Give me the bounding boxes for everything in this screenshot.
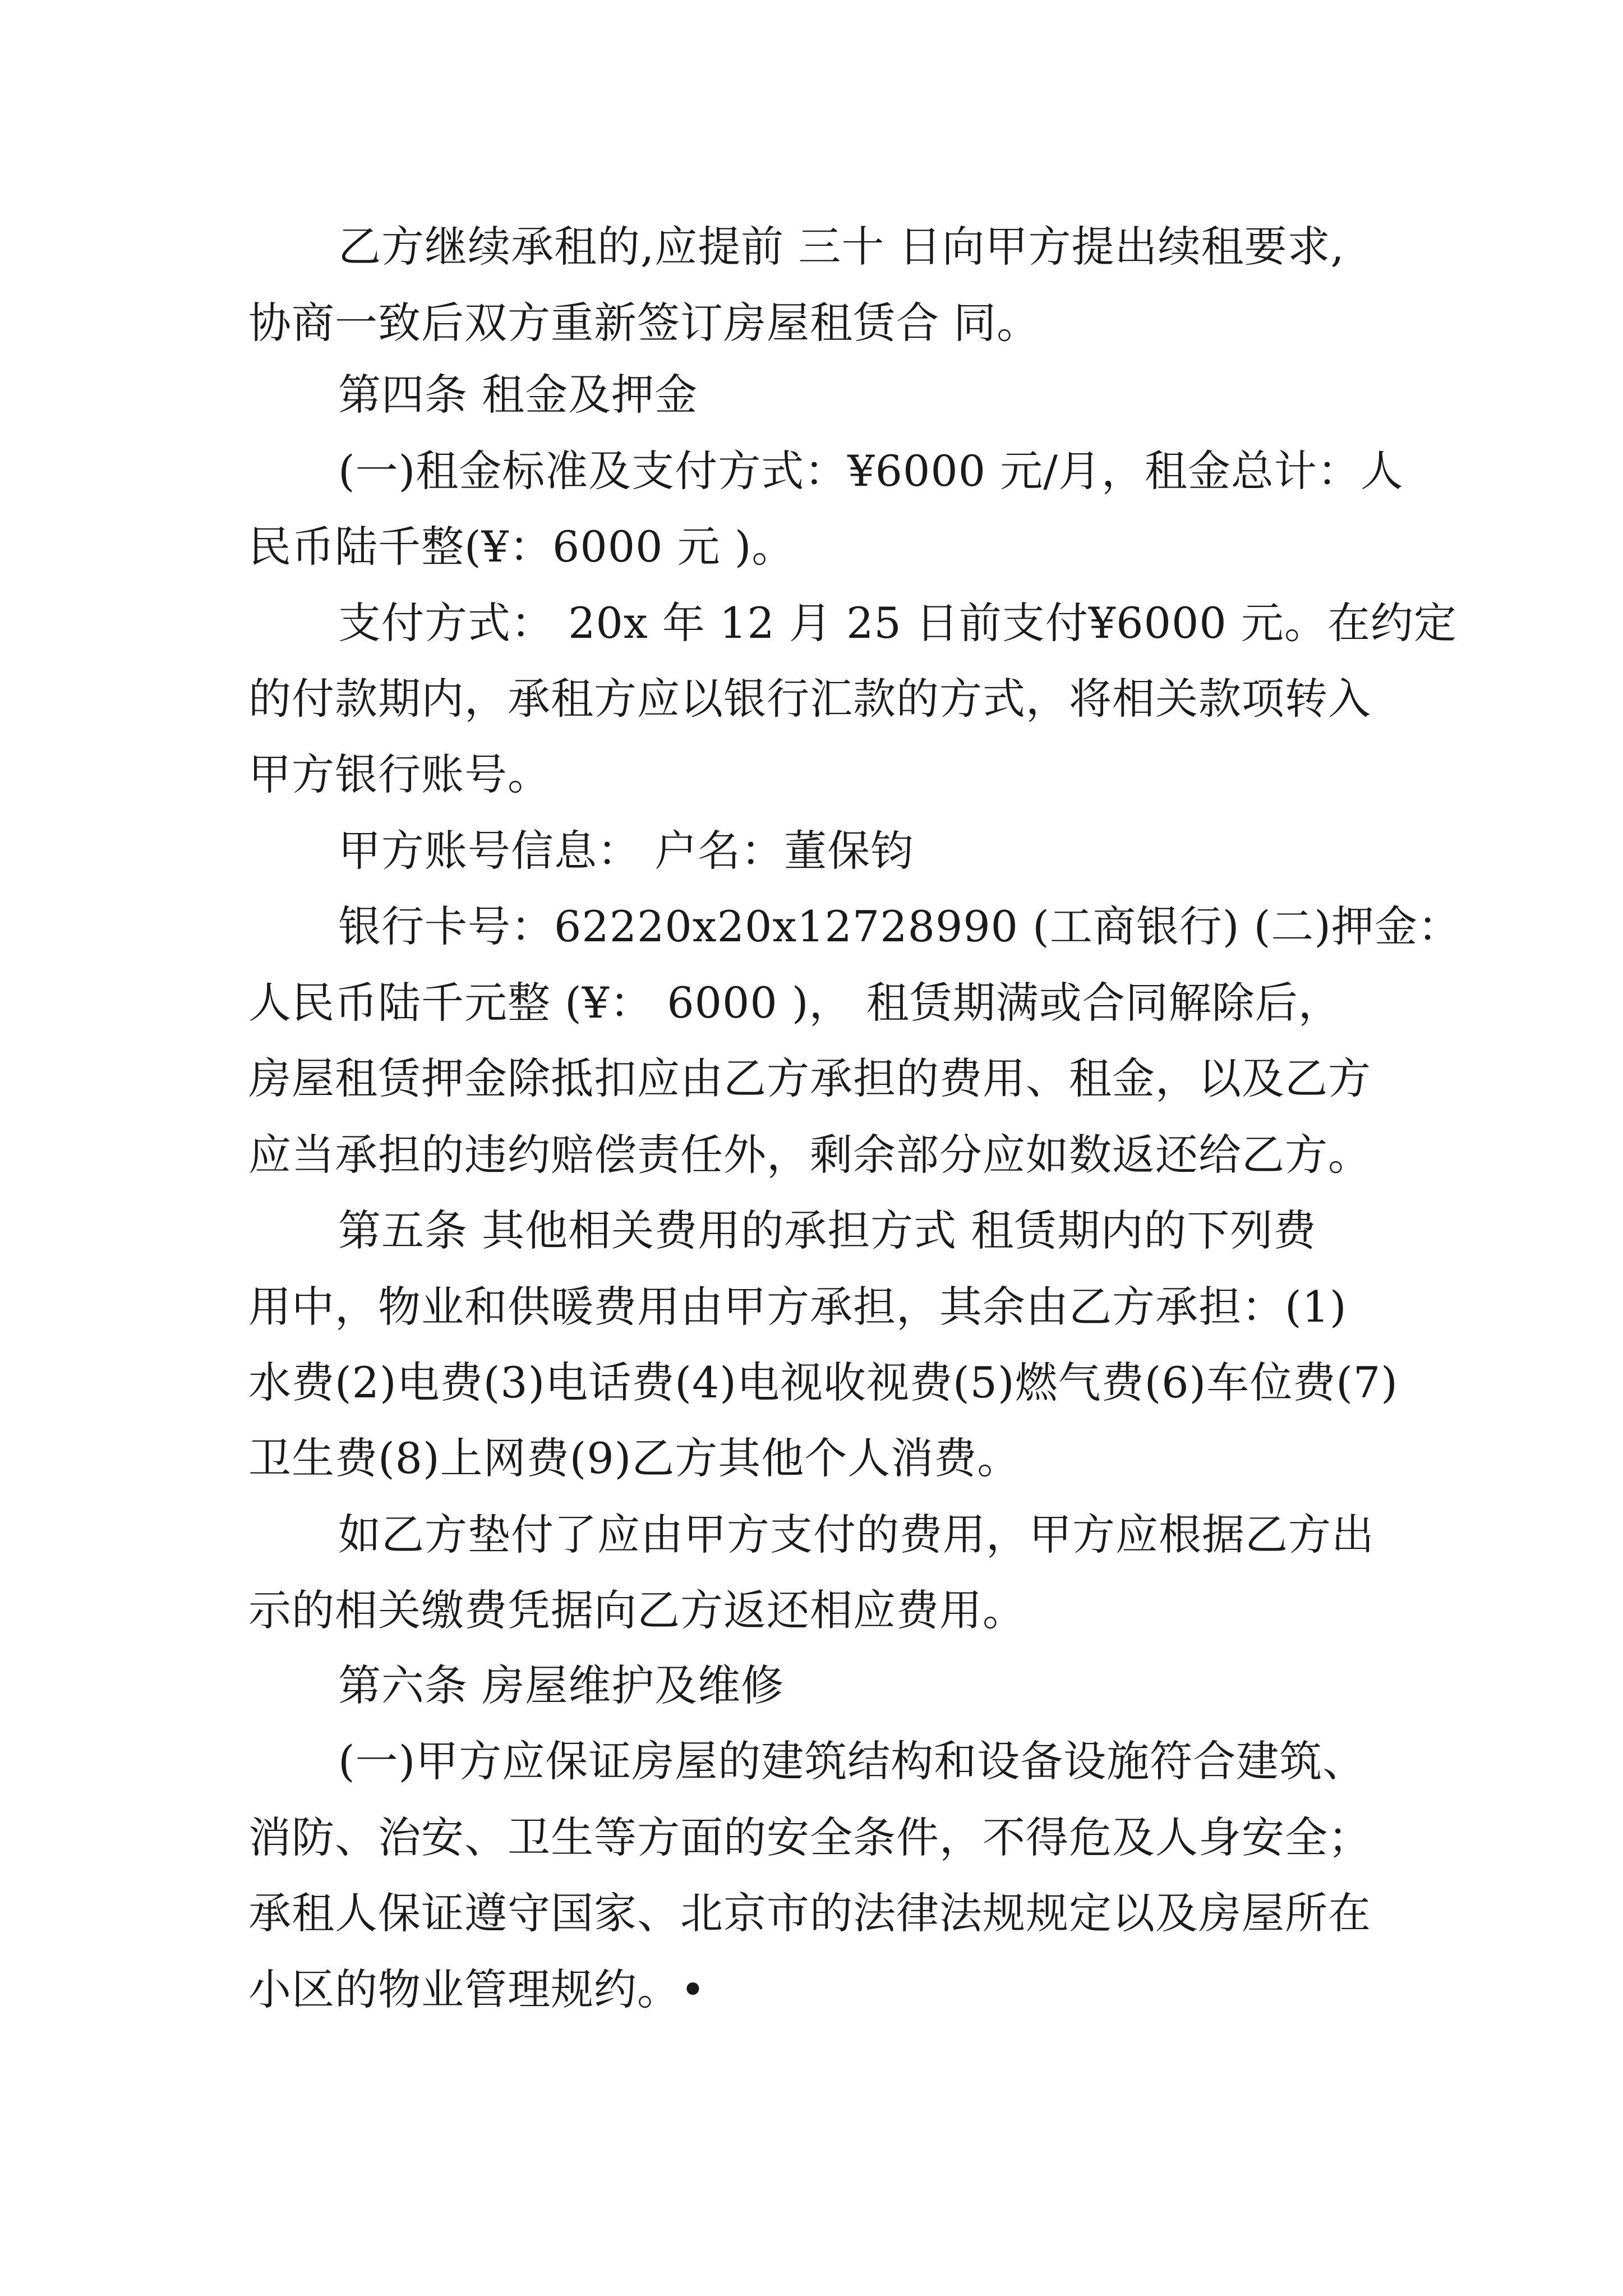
text-line: 应当承担的违约赔偿责任外，剩余部分应如数返还给乙方。 — [248, 1130, 1371, 1180]
text-line: 如乙方垫付了应由甲方支付的费用，甲方应根据乙方出 — [338, 1510, 1375, 1559]
text-line: 银行卡号：62220x20x12728990 (工商银行) (二)押金： — [338, 901, 1461, 951]
text-line: 卫生费(8)上网费(9)乙方其他个人消费。 — [248, 1433, 1021, 1483]
article-heading: 第四条 租金及押金 — [338, 370, 698, 420]
text-line: 乙方继续承租的,应提前 三十 日向甲方提出续租要求, — [338, 222, 1345, 272]
text-line: 甲方银行账号。 — [248, 749, 551, 799]
text-line: 水费(2)电费(3)电话费(4)电视收视费(5)燃气费(6)车位费(7) — [248, 1358, 1398, 1407]
text-line: (一)租金标准及支付方式：¥6000 元/月，租金总计：人 — [338, 446, 1404, 496]
text-line: 消防、治安、卫生等方面的安全条件，不得危及人身安全； — [248, 1812, 1371, 1862]
text-line: 小区的物业管理规约。• — [248, 1964, 706, 2014]
text-line: 甲方账号信息： 户名：董保钧 — [338, 826, 914, 876]
text-line: 用中，物业和供暖费用由甲方承担，其余由乙方承担：(1) — [248, 1282, 1347, 1332]
text-line: 支付方式： 20x 年 12 月 25 日前支付¥6000 元。在约定 — [338, 598, 1457, 648]
article-heading: 第六条 房屋维护及维修 — [338, 1660, 785, 1710]
text-line: 人民币陆千元整 (¥： 6000 )， 租赁期满或合同解除后， — [248, 978, 1341, 1028]
text-line: 的付款期内，承租方应以银行汇款的方式，将相关款项转入 — [248, 674, 1371, 724]
text-line: 民币陆千整(¥：6000 元 )。 — [248, 522, 795, 572]
text-line: 房屋租赁押金除抵扣应由乙方承担的费用、租金，以及乙方 — [248, 1053, 1371, 1103]
text-line: 示的相关缴费凭据向乙方返还相应费用。 — [248, 1585, 1026, 1635]
text-line: 协商一致后双方重新签订房屋租赁合 同。 — [248, 298, 1040, 348]
text-line: (一)甲方应保证房屋的建筑结构和设备设施符合建筑、 — [338, 1736, 1366, 1786]
text-line: 承租人保证遵守国家、北京市的法律法规规定以及房屋所在 — [248, 1888, 1371, 1938]
article-heading: 第五条 其他相关费用的承担方式 租赁期内的下列费 — [338, 1205, 1317, 1255]
